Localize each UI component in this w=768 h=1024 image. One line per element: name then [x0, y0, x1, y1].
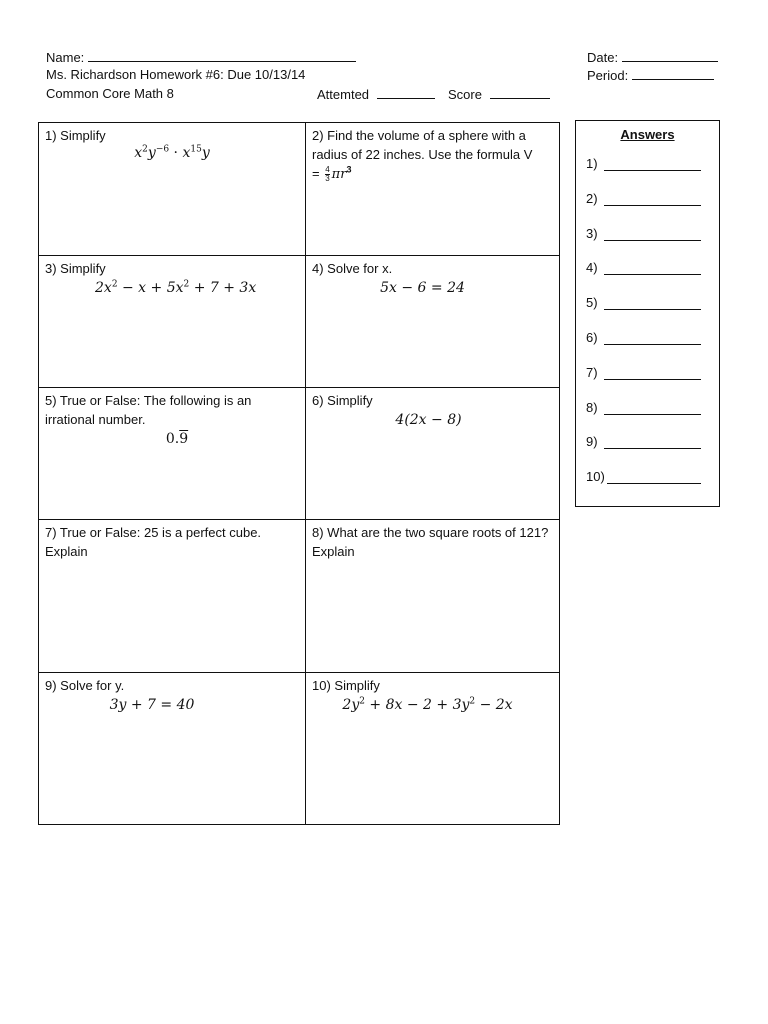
problem-10-prompt: 10) Simplify — [312, 678, 380, 693]
problem-4-expression: 5x − 6 = 24 — [380, 280, 465, 296]
problem-6-prompt: 6) Simplify — [312, 393, 373, 408]
answer-line-3[interactable]: 3) — [586, 226, 709, 261]
problem-3-expression: $2x^2 - x + 5x^2 + 7 + 3x$ — [95, 279, 257, 296]
problem-grid — [38, 122, 560, 825]
problem-7-prompt: 7) True or False: 25 is a perfect cube. Explain — [45, 525, 262, 559]
answer-line-5[interactable]: 5) — [586, 295, 709, 330]
problem-6[interactable] — [306, 388, 559, 520]
problem-9-expression: 3y + 7 = 40 — [109, 697, 195, 713]
problem-2[interactable] — [306, 123, 559, 256]
four-thirds-fraction: $\frac{4}{3}$ — [325, 165, 330, 184]
problem-9-prompt: 9) Solve for y. — [45, 678, 125, 693]
problem-1[interactable] — [39, 123, 306, 256]
answer-line-4[interactable]: 4) — [586, 260, 709, 295]
answer-line-1[interactable]: 1) — [586, 156, 709, 191]
answers-box — [575, 120, 720, 507]
name-label: Name: — [46, 50, 85, 65]
problem-5-expression: 0.9 — [165, 431, 189, 447]
attempted-blank[interactable] — [377, 86, 435, 99]
name-blank[interactable] — [88, 49, 356, 62]
score-label: Score — [448, 87, 482, 102]
homework-title: Ms. Richardson Homework #6: Due 10/13/14 — [46, 67, 306, 82]
problem-2-formula: = $\frac{4}{3}$ $\pi r^3$ — [312, 164, 352, 184]
period-field[interactable] — [587, 67, 714, 84]
answer-line-8[interactable]: 8) — [586, 400, 709, 435]
problem-1-expression: $x^2y^{-6} \cdot x^{15}y$ — [134, 144, 210, 161]
answer-line-2[interactable]: 2) — [586, 191, 709, 226]
course-name: Common Core Math 8 — [46, 86, 174, 101]
problem-1-prompt: 1) Simplify — [45, 128, 106, 143]
answer-line-6[interactable]: 6) — [586, 330, 709, 365]
period-label: Period: — [587, 68, 629, 83]
problem-9[interactable] — [39, 673, 306, 824]
problem-4[interactable] — [306, 256, 559, 388]
name-field[interactable] — [46, 49, 356, 66]
problem-8-prompt: 8) What are the two square roots of 121? Explain — [312, 525, 549, 559]
attempted-field[interactable] — [317, 86, 435, 103]
answers-title: Answers — [620, 127, 675, 142]
problem-10[interactable] — [306, 673, 559, 824]
problem-5-prompt: 5) True or False: The following is an irrational number. — [45, 393, 252, 427]
problem-2-prompt: 2) Find the volume of a sphere with a radius of 22 inches. Use the formula V — [312, 128, 533, 162]
period-blank[interactable] — [632, 67, 714, 80]
problem-4-prompt: 4) Solve for x. — [312, 261, 393, 276]
problem-7[interactable] — [39, 520, 306, 673]
date-blank[interactable] — [622, 49, 718, 62]
date-field[interactable] — [587, 49, 718, 66]
problem-3-prompt: 3) Simplify — [45, 261, 106, 276]
date-label: Date: — [587, 50, 619, 65]
problem-5[interactable] — [39, 388, 306, 520]
problem-10-expression: $2y^2 + 8x - 2 + 3y^2 - 2x$ — [342, 696, 513, 713]
answer-line-7[interactable]: 7) — [586, 365, 709, 400]
answer-line-9[interactable]: 9) — [586, 434, 709, 469]
problem-3[interactable] — [39, 256, 306, 388]
attempted-label: Attemted — [317, 87, 370, 102]
problem-6-expression: 4(2x − 8) — [395, 412, 462, 428]
answer-line-10[interactable]: 10) — [586, 469, 709, 504]
problem-8[interactable] — [306, 520, 559, 673]
score-blank[interactable] — [490, 86, 550, 99]
score-field[interactable] — [448, 86, 550, 103]
